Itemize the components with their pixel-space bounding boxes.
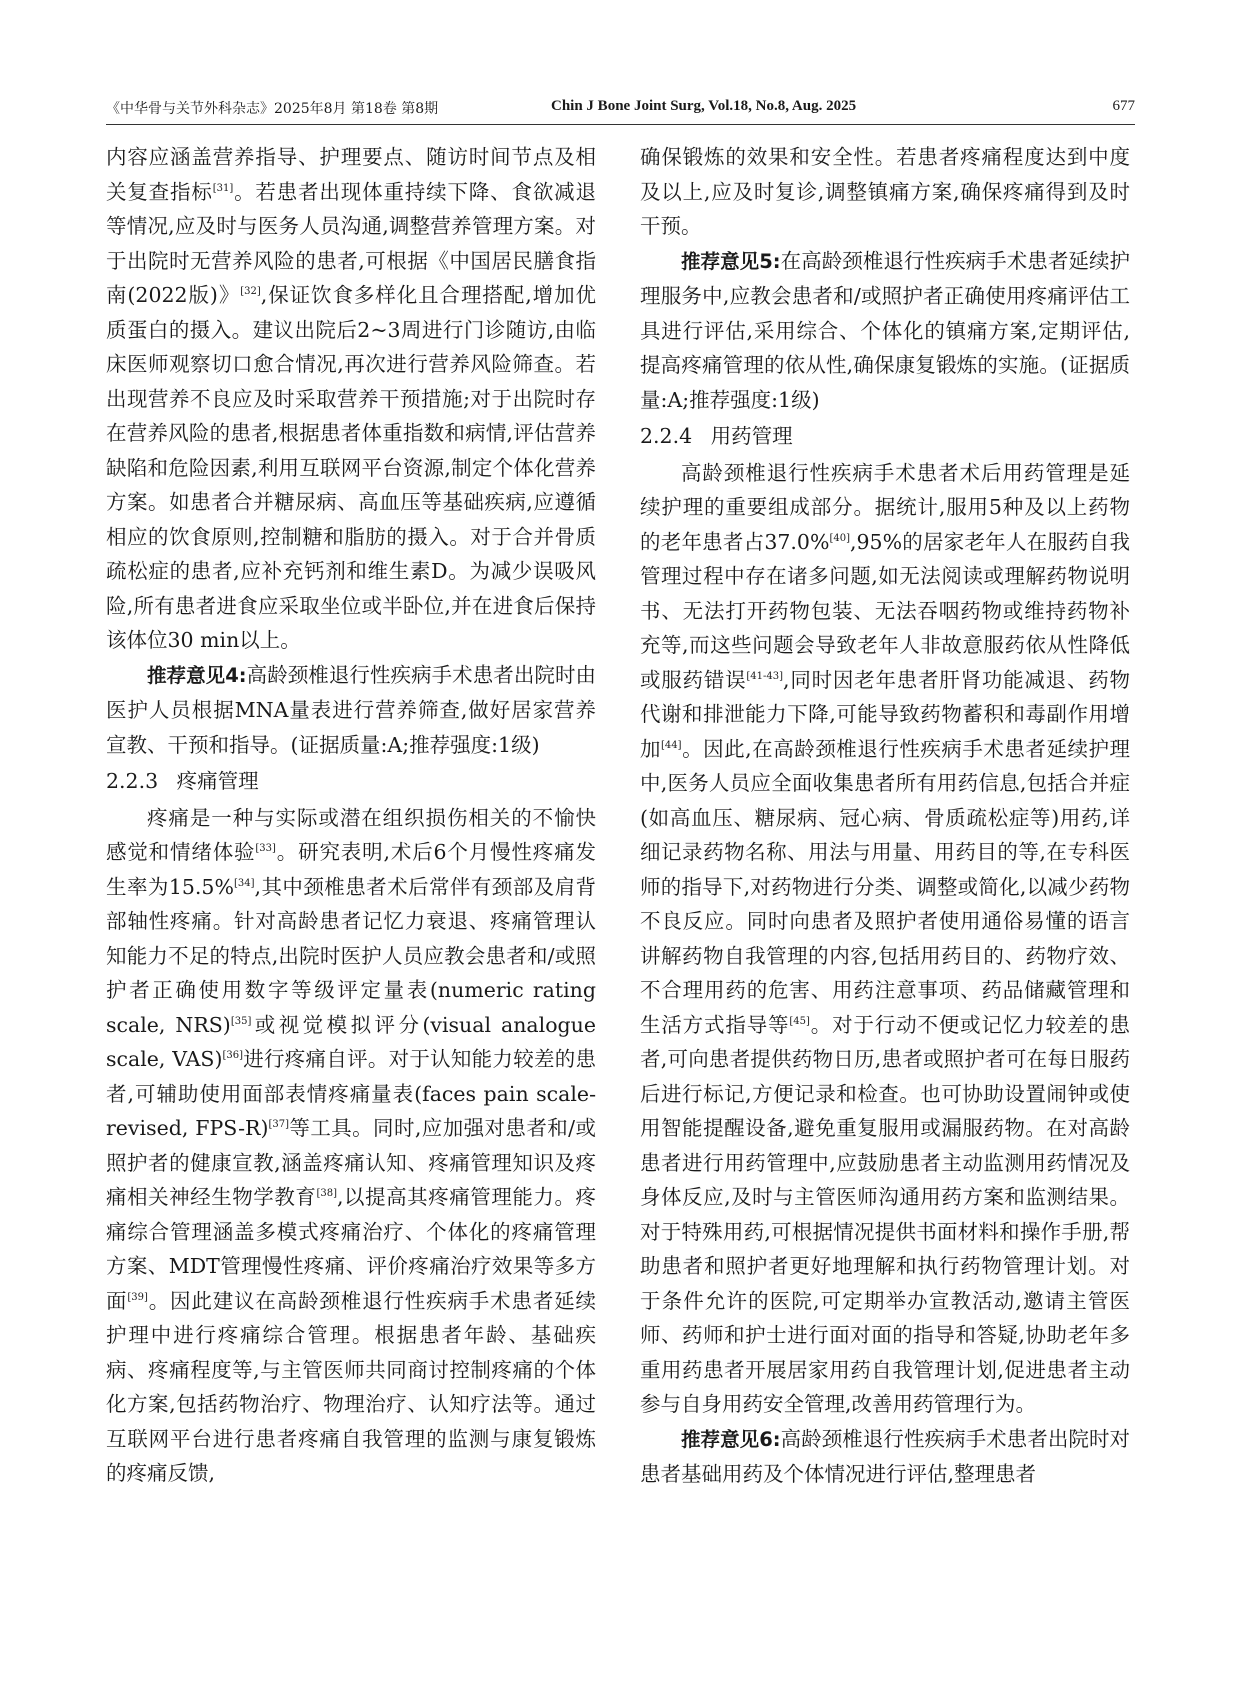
citation[interactable]: [39] xyxy=(127,1291,148,1303)
citation[interactable]: [45] xyxy=(789,1015,810,1027)
section-heading-medication: 2.2.4 用药管理 xyxy=(640,424,793,448)
citation[interactable]: [31] xyxy=(212,182,234,194)
citation[interactable]: [35] xyxy=(230,1015,252,1027)
section-heading-pain: 2.2.3 疼痛管理 xyxy=(106,769,259,793)
citation[interactable]: [41-43] xyxy=(746,670,784,682)
citation[interactable]: [44] xyxy=(661,739,682,751)
recommendation-label: 推荐意见4: xyxy=(147,663,247,687)
citation[interactable]: [38] xyxy=(316,1188,337,1200)
right-column xyxy=(640,140,1130,1492)
paragraph-medication-management: 高龄颈椎退行性疾病手术患者术后用药管理是延续护理的重要组成部分。据统计,服用5种及以上药物的老年患者占37.0%[40],95%的居家老年人在服药自我管理过程中存在诸多问题,如无法阅读或理解药物说明书、无法打开药物包装、无法吞咽药物或维持药物补充等,而这些问题会导致老年人非故意服药依从性降低或服药错误[41-43],同时因老年患者肝肾功能减退、药物代谢和排泄能力下降,可能导致药物蓄积和毒副作用增加[44]。因此,在高龄颈椎退行性疾病手术患者延续护理中,医务人员应全面收集患者所有用药信息,包括合并症(如高血压、糖尿病、冠心病、骨质疏松症等)用药,详细记录药物名称、用法与用量、用药目的等,在专科医师的指导下,对药物进行分类、调整或简化,以减少药物不良反应。同时向患者及照护者使用通俗易懂的语言讲解药物自我管理的内容,包括用药目的、药物疗效、不合理用药的危害、用药注意事项、药品储藏管理和生活方式指导等[45]。对于行动不便或记忆力较差的患者,可向患者提供药物日历,患者或照护者可在每日服药后进行标记,方便记录和检查。也可协助设置闹钟或使用智能提醒设备,避免重复服用或漏服药物。在对高龄患者进行用药管理中,应鼓励患者主动监测用药情况及身体反应,及时与主管医师沟通用药方案和监测结果。对于特殊用药,可根据情况提供书面材料和操作手册,帮助患者和照护者更好地理解和执行药物管理计划。对于条件允许的医院,可定期举办宣教活动,邀请主管医师、药师和护士进行面对面的指导和答疑,协助老年多重用药患者开展居家用药自我管理计划,促进患者主动参与自身用药安全管理,改善用药管理行为。 xyxy=(640,460,1131,1416)
running-header xyxy=(106,94,1135,125)
page-number: 677 xyxy=(1112,98,1135,114)
recommendation-5: 推荐意见5:在高龄颈椎退行性疾病手术患者延续护理服务中,应教会患者和/或照护者正确使用疼痛评估工具进行评估,采用综合、个体化的镇痛方案,定期评估,提高疼痛管理的依从性,确保康复锻炼的实施。(证据质量:A;推荐强度:1级) xyxy=(640,248,1131,412)
recommendation-6: 推荐意见6:高龄颈椎退行性疾病手术患者出院时对患者基础用药及个体情况进行评估,整理患者 xyxy=(640,1426,1131,1486)
citation[interactable]: [33] xyxy=(255,843,276,855)
citation[interactable]: [37] xyxy=(268,1119,289,1131)
recommendation-4: 推荐意见4:高龄颈椎退行性疾病手术患者出院时由医护人员根据MNA量表进行营养筛查,做好居家营养宣教、干预和指导。(证据质量:A;推荐强度:1级) xyxy=(106,662,597,757)
citation[interactable]: [34] xyxy=(233,877,255,889)
left-column xyxy=(106,140,596,1491)
paragraph-pain-continued: 确保锻炼的效果和安全性。若患者疼痛程度达到中度及以上,应及时复诊,调整镇痛方案,确保疼痛得到及时干预。 xyxy=(640,145,1130,238)
citation[interactable]: [32] xyxy=(240,286,261,298)
journal-title-cn: 《中华骨与关节外科杂志》2025年8月 第18卷 第8期 xyxy=(106,101,439,117)
paragraph-nutrition-continued: 内容应涵盖营养指导、护理要点、随访时间节点及相关复查指标[31]。若患者出现体重持续下降、食欲减退等情况,应及时与医务人员沟通,调整营养管理方案。对于出院时无营养风险的患者,可根据《中国居民膳食指南(2022版)》[32],保证饮食多样化且合理搭配,增加优质蛋白的摄入。建议出院后2~3周进行门诊随访,由临床医师观察切口愈合情况,再次进行营养风险筛查。若出现营养不良应及时采取营养干预措施;对于出院时存在营养风险的患者,根据患者体重指数和病情,评估营养缺陷和危险因素,利用互联网平台资源,制定个体化营养方案。如患者合并糖尿病、高血压等基础疾病,应遵循相应的饮食原则,控制糖和脂肪的摄入。对于合并骨质疏松症的患者,应补充钙剂和维生素D。为减少误吸风险,所有患者进食应采取坐位或半卧位,并在进食后保持该体位30 min以上。 xyxy=(106,145,597,652)
citation[interactable]: [36] xyxy=(222,1050,243,1062)
recommendation-label: 推荐意见5: xyxy=(681,249,781,273)
recommendation-label: 推荐意见6: xyxy=(681,1427,781,1451)
citation[interactable]: [40] xyxy=(829,532,850,544)
paragraph-pain-management: 疼痛是一种与实际或潜在组织损伤相关的不愉快感觉和情绪体验[33]。研究表明,术后6个月慢性疼痛发生率为15.5%[34],其中颈椎患者术后常伴有颈部及肩背部轴性疼痛。针对高龄患者记忆力衰退、疼痛管理认知能力不足的特点,出院时医护人员应教会患者和/或照护者正确使用数字等级评定量表(numeric rating scale, NRS)[35]或视觉模拟评分(visual analogue scale, VAS)[36]进行疼痛自评。对于认知能力较差的患者,可辅助使用面部表情疼痛量表(faces pain scale-revised, FPS-R)[37]等工具。同时,应加强对患者和/或照护者的健康宣教,涵盖疼痛认知、疼痛管理知识及疼痛相关神经生物学教育[38],以提高其疼痛管理能力。疼痛综合管理涵盖多模式疼痛治疗、个体化的疼痛管理方案、MDT管理慢性疼痛、评价疼痛治疗效果等多方面[39]。因此建议在高龄颈椎退行性疾病手术患者延续护理中进行疼痛综合管理。根据患者年龄、基础疾病、疼痛程度等,与主管医师共同商讨控制疼痛的个体化方案,包括药物治疗、物理治疗、认知疗法等。通过互联网平台进行患者疼痛自我管理的监测与康复锻炼的疼痛反馈, xyxy=(106,805,597,1485)
journal-title-en: Chin J Bone Joint Surg, Vol.18, No.8, Aug. 2025 xyxy=(551,98,857,114)
